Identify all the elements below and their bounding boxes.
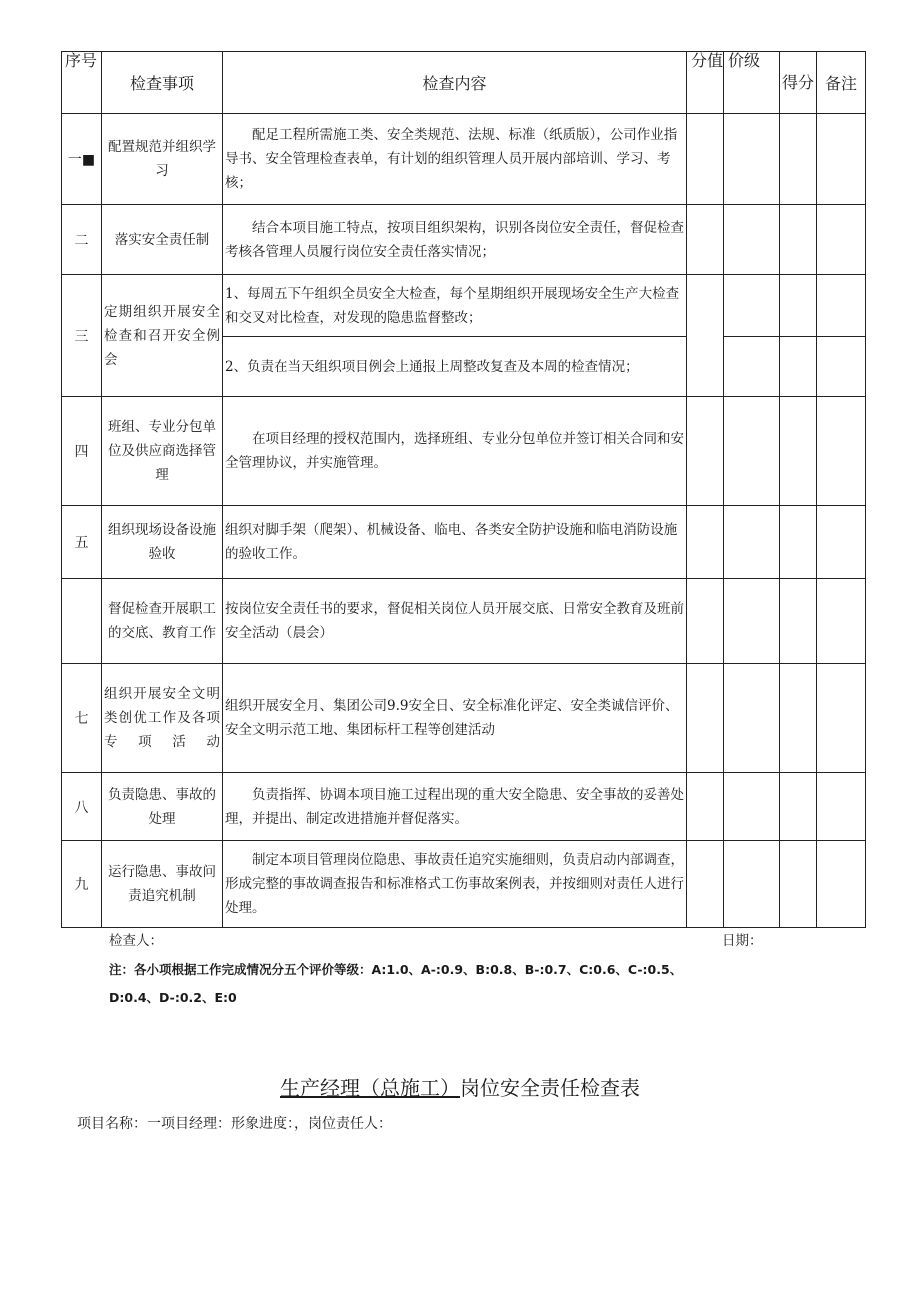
remark-cell[interactable]	[817, 275, 866, 337]
header-value: 分值	[687, 52, 724, 114]
header-row	[62, 52, 866, 114]
row-seq	[62, 579, 102, 664]
row-content	[223, 397, 687, 506]
table-row	[62, 841, 866, 928]
row-seq: 七	[62, 664, 102, 773]
row-item: 配置规范并组织学习	[102, 114, 223, 205]
header-content: 检查内容	[223, 52, 687, 114]
row-item: 落实安全责任制	[102, 205, 223, 275]
remark-cell[interactable]	[817, 337, 866, 397]
table-row	[62, 397, 866, 506]
header-remark: 备注	[817, 52, 866, 114]
score-cell[interactable]	[780, 114, 817, 205]
header-score: 得分	[780, 52, 817, 114]
value-cell[interactable]	[687, 579, 724, 664]
row-content: 2、负责在当天组织项目例会上通报上周整改复查及本周的检查情况；	[223, 337, 687, 397]
header-seq: 序号	[62, 52, 102, 114]
row-item: 组织开展安全文明类创优工作及各项专项活动	[102, 664, 223, 773]
score-cell[interactable]	[780, 337, 817, 397]
score-cell[interactable]	[780, 506, 817, 579]
next-title-rest: 岗位安全责任检查表	[460, 1076, 640, 1100]
remark-cell[interactable]	[817, 579, 866, 664]
remark-cell[interactable]	[817, 397, 866, 506]
table-row	[62, 579, 866, 664]
value-cell[interactable]	[687, 275, 724, 397]
table-row	[62, 506, 866, 579]
header-item: 检查事项	[102, 52, 223, 114]
row-content-text: 结合本项目施工特点，按项目组织架构，识别各岗位安全责任，督促检查考核各管理人员履行岗位安全责任落实情况；	[225, 219, 684, 260]
row-item: 定期组织开展安全检查和召开安全例会	[102, 275, 223, 397]
row-item: 运行隐患、事故问责追究机制	[102, 841, 223, 928]
value-cell[interactable]	[687, 664, 724, 773]
value-cell[interactable]	[687, 841, 724, 928]
grade-cell[interactable]	[724, 205, 780, 275]
header-grade: 价级	[724, 52, 780, 114]
grade-cell[interactable]	[724, 397, 780, 506]
inspection-table	[61, 51, 866, 928]
row-seq: 一■	[62, 114, 102, 205]
next-title-underlined: 生产经理（总施工）	[280, 1076, 460, 1100]
table-row	[62, 205, 866, 275]
note-line-2: D:0.4、D-:0.2、E:0	[109, 990, 237, 1005]
grade-cell[interactable]	[724, 275, 780, 337]
score-cell[interactable]	[780, 275, 817, 337]
row-content-text: 配足工程所需施工类、安全类规范、法规、标准（纸质版），公司作业指导书、安全管理检查表单，有计划的组织管理人员开展内部培训、学习、考核；	[225, 127, 678, 191]
row-content	[223, 841, 687, 928]
row-item: 负责隐患、事故的处理	[102, 773, 223, 841]
grade-cell[interactable]	[724, 664, 780, 773]
row-item: 班组、专业分包单位及供应商选择管理	[102, 397, 223, 506]
remark-cell[interactable]	[817, 114, 866, 205]
row-item: 督促检查开展职工的交底、教育工作	[102, 579, 223, 664]
grade-cell[interactable]	[724, 841, 780, 928]
next-table-title	[0, 1072, 920, 1101]
value-cell[interactable]	[687, 506, 724, 579]
remark-cell[interactable]	[817, 773, 866, 841]
row-seq: 四	[62, 397, 102, 506]
grade-cell[interactable]	[724, 506, 780, 579]
row-content	[223, 773, 687, 841]
date-label: 日期：	[722, 933, 763, 949]
note-line-1: 注：各小项根据工作完成情况分五个评价等级：A:1.0、A-:0.9、B:0.8、B-:0.7、C:0.6、C-:0.5、	[109, 962, 683, 977]
score-cell[interactable]	[780, 773, 817, 841]
value-cell[interactable]	[687, 205, 724, 275]
remark-cell[interactable]	[817, 205, 866, 275]
row-content	[223, 205, 687, 275]
table-row	[62, 664, 866, 773]
row-content: 组织对脚手架（爬架）、机械设备、临电、各类安全防护设施和临电消防设施的验收工作。	[223, 506, 687, 579]
grade-cell[interactable]	[724, 773, 780, 841]
row-content-text: 负责指挥、协调本项目施工过程出现的重大安全隐患、安全事故的妥善处理，并提出、制定改进措施并督促落实。	[225, 786, 684, 827]
row-seq: 五	[62, 506, 102, 579]
row-seq: 九	[62, 841, 102, 928]
score-cell[interactable]	[780, 397, 817, 506]
value-cell[interactable]	[687, 114, 724, 205]
row-content: 按岗位安全责任书的要求，督促相关岗位人员开展交底、日常安全教育及班前安全活动（晨会）	[223, 579, 687, 664]
score-cell[interactable]	[780, 579, 817, 664]
score-cell[interactable]	[780, 841, 817, 928]
row-content	[223, 114, 687, 205]
score-cell[interactable]	[780, 664, 817, 773]
row-content-text: 制定本项目管理岗位隐患、事故责任追究实施细则，负责启动内部调查，形成完整的事故调查报告和标准格式工伤事故案例表，并按细则对责任人进行处理。	[225, 852, 684, 916]
value-cell[interactable]	[687, 773, 724, 841]
row-content: 组织开展安全月、集团公司9.9安全日、安全标准化评定、安全类诚信评价、安全文明示范工地、集团标杆工程等创建活动	[223, 664, 687, 773]
grade-cell[interactable]	[724, 337, 780, 397]
row-content-text: 在项目经理的授权范围内，选择班组、专业分包单位并签订相关合同和安全管理协议，并实施管理。	[225, 431, 684, 471]
grade-cell[interactable]	[724, 114, 780, 205]
table-row	[62, 114, 866, 205]
row-seq: 二	[62, 205, 102, 275]
row-content: 1、每周五下午组织全员安全大检查，每个星期组织开展现场安全生产大检查和交叉对比检查，对发现的隐患监督整改；	[223, 275, 687, 337]
remark-cell[interactable]	[817, 506, 866, 579]
value-cell[interactable]	[687, 397, 724, 506]
row-seq: 八	[62, 773, 102, 841]
table-row	[62, 773, 866, 841]
row-item: 组织现场设备设施验收	[102, 506, 223, 579]
inspector-label: 检查人：	[109, 933, 163, 949]
table-row	[62, 275, 866, 337]
project-info-line: 项目名称：一项目经理：形象进度：，岗位责任人：	[77, 1116, 392, 1132]
remark-cell[interactable]	[817, 841, 866, 928]
remark-cell[interactable]	[817, 664, 866, 773]
score-cell[interactable]	[780, 205, 817, 275]
grade-cell[interactable]	[724, 579, 780, 664]
row-seq: 三	[62, 275, 102, 397]
